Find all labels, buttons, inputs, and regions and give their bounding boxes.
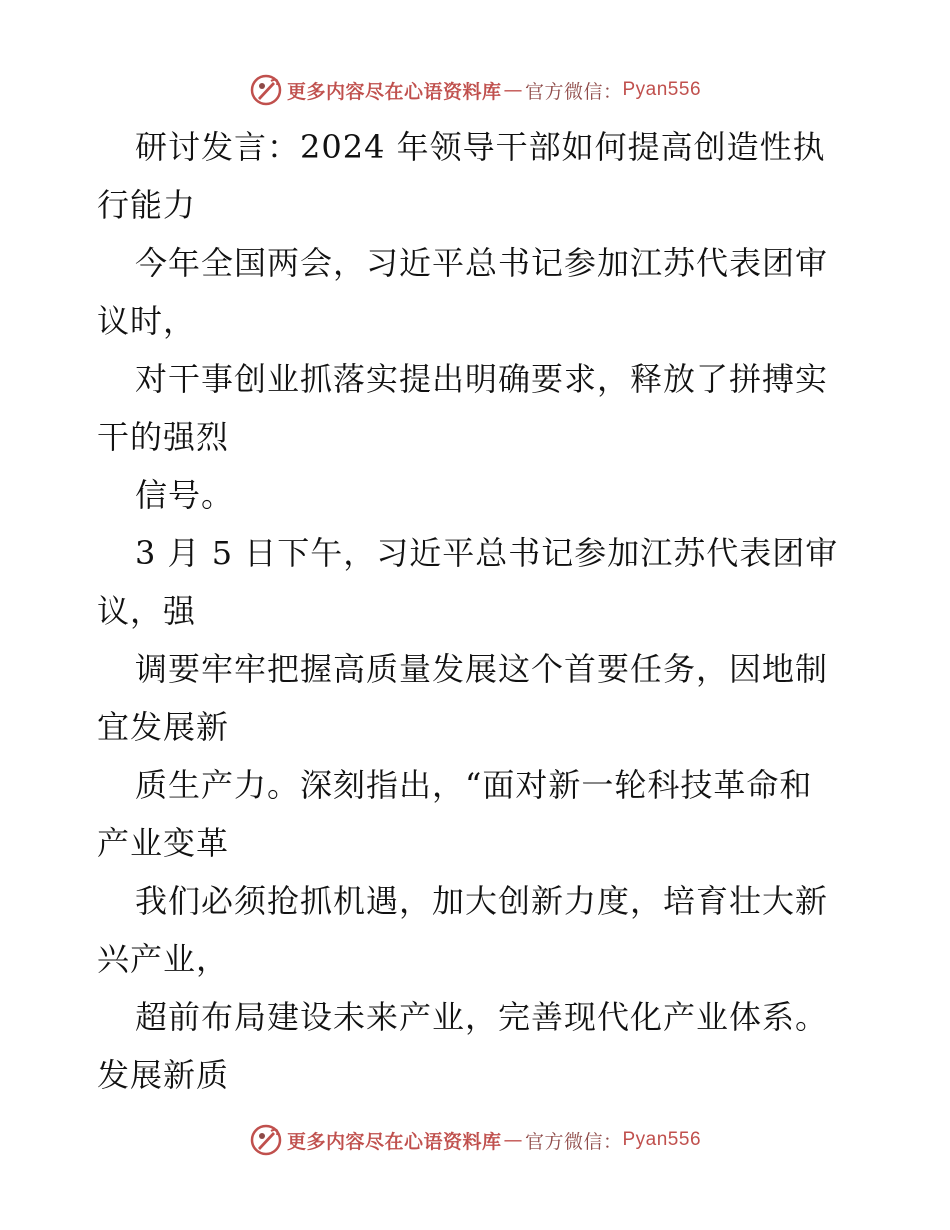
- paragraph-line: 今年全国两会，习近平总书记参加江苏代表团审: [135, 244, 829, 282]
- watermark-wechat-label: 官方微信：: [524, 1130, 623, 1153]
- watermark-wechat-label: 官方微信：: [524, 80, 623, 103]
- watermark-dash: —: [503, 1129, 523, 1151]
- paragraph: [97, 872, 857, 988]
- paragraph-line: 研讨发言：2024 年领导干部如何提高创造性执: [135, 128, 826, 166]
- footer-watermark: [0, 1120, 950, 1160]
- watermark-wechat-id: Pyan556: [622, 1129, 702, 1150]
- watermark-main-text: 更多内容尽在心语资料库: [286, 1130, 502, 1153]
- paragraph-continuation: 产业变革: [97, 824, 230, 862]
- paragraph: [97, 466, 857, 524]
- paragraph: [97, 524, 857, 640]
- paragraph-line: 3 月 5 日下午，习近平总书记参加江苏代表团审: [135, 534, 839, 572]
- quill-logo-icon: [249, 1123, 283, 1157]
- paragraph: [97, 640, 857, 756]
- header-watermark: [0, 70, 950, 110]
- paragraph-continuation: 兴产业，: [97, 940, 230, 978]
- paragraph-line: 对干事创业抓落实提出明确要求，释放了拼搏实: [135, 360, 829, 398]
- document-body: [97, 118, 857, 1104]
- paragraph-line: 调要牢牢把握高质量发展这个首要任务，因地制: [135, 650, 829, 688]
- paragraph: [97, 350, 857, 466]
- paragraph: [97, 988, 857, 1104]
- paragraph-line: 超前布局建设未来产业，完善现代化产业体系。: [135, 998, 829, 1036]
- quill-logo-icon: [249, 73, 283, 107]
- watermark-wechat-id: Pyan556: [622, 79, 702, 100]
- paragraph: [97, 756, 857, 872]
- watermark-dash: —: [503, 79, 523, 101]
- paragraph-continuation: 行能力: [97, 186, 197, 224]
- paragraph-line: 质生产力。深刻指出，“面对新一轮科技革命和: [135, 766, 813, 804]
- paragraph-continuation: 议，强: [97, 592, 197, 630]
- paragraph-continuation: 议时，: [97, 302, 197, 340]
- paragraph: [97, 118, 857, 234]
- paragraph-line: 我们必须抢抓机遇，加大创新力度，培育壮大新: [135, 882, 829, 920]
- paragraph: [97, 234, 857, 350]
- watermark-main-text: 更多内容尽在心语资料库: [286, 80, 502, 103]
- paragraph-continuation: 发展新质: [97, 1056, 230, 1094]
- paragraph-continuation: 宜发展新: [97, 708, 230, 746]
- paragraph-line: 信号。: [135, 476, 235, 514]
- paragraph-continuation: 干的强烈: [97, 418, 230, 456]
